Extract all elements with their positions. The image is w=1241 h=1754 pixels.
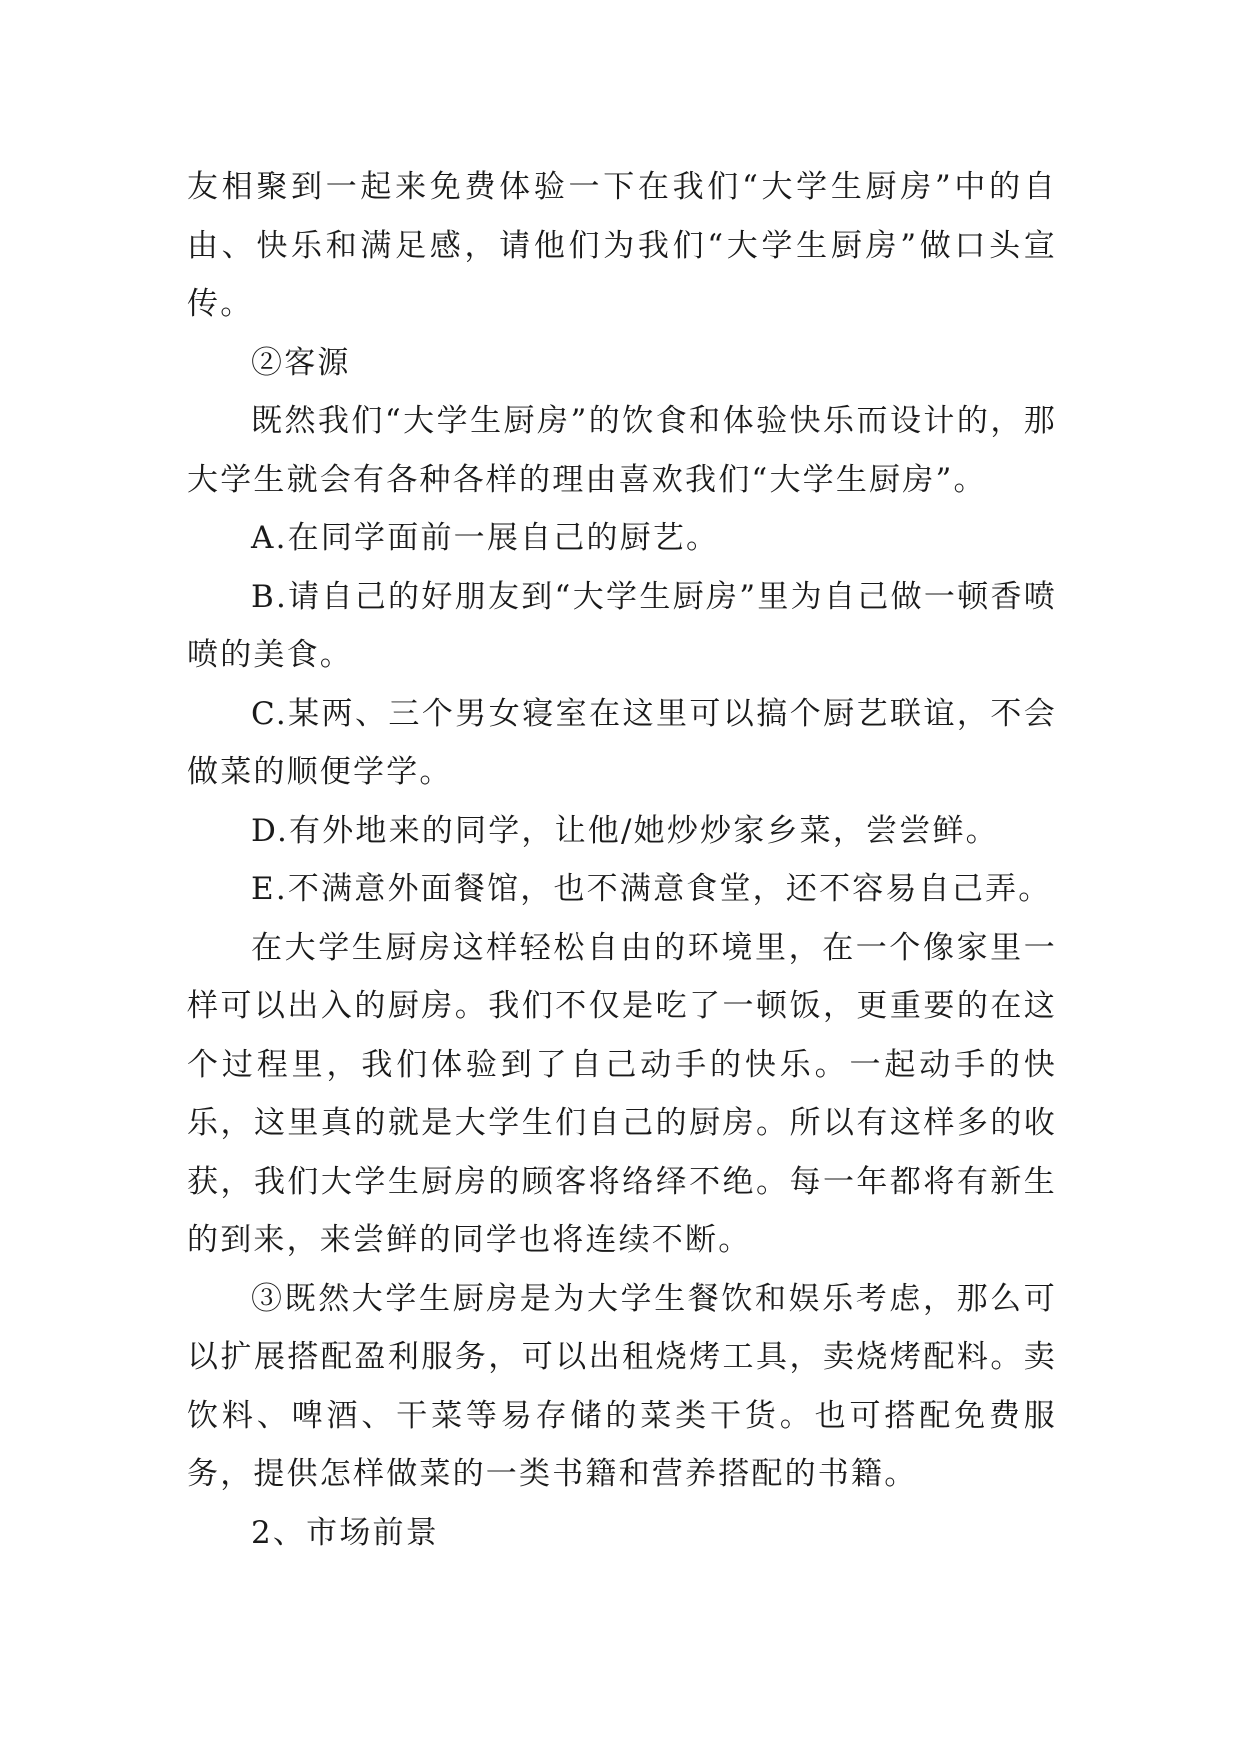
list-item-c: C.某两、三个男女寝室在这里可以搞个厨艺联谊，不会做菜的顺便学学。 [187,695,1057,790]
paragraph-continuation: 友相聚到一起来免费体验一下在我们“大学生厨房”中的自由、快乐和满足感，请他们为我们“大学生厨房”做口头宣传。 [187,169,1057,322]
list-item-e: E.不满意外面餐馆，也不满意食堂，还不容易自己弄。 [251,871,1052,907]
list-item-d: D.有外地来的同学，让他/她炒炒家乡菜，尝尝鲜。 [251,812,999,849]
list-item-b: B.请自己的好朋友到“大学生厨房”里为自己做一顿香喷喷的美食。 [187,578,1057,673]
document-body [187,158,1057,1562]
paragraph-reasons-intro: 既然我们“大学生厨房”的饮食和体验快乐而设计的，那大学生就会有各种各样的理由喜欢我们“大学生厨房”。 [187,403,1057,498]
paragraph-extended-services: ③既然大学生厨房是为大学生餐饮和娱乐考虑，那么可以扩展搭配盈利服务，可以出租烧烤工具，卖烧烤配料。卖饮料、啤酒、干菜等易存储的菜类干货。也可搭配免费服务，提供怎样做菜的一类书籍和营养搭配的书籍。 [187,1280,1057,1492]
paragraph-environment: 在大学生厨房这样轻松自由的环境里，在一个像家里一样可以出入的厨房。我们不仅是吃了一顿饭，更重要的在这个过程里，我们体验到了自己动手的快乐。一起动手的快乐，这里真的就是大学生们自己的厨房。所以有这样多的收获，我们大学生厨房的顾客将络绎不绝。每一年都将有新生的到来，来尝鲜的同学也将连续不断。 [187,929,1057,1258]
list-item-a: A.在同学面前一展自己的厨艺。 [251,520,720,556]
paragraph-heading-customer-source: ②客源 [251,344,351,381]
section-heading-market-outlook: 2、市场前景 [251,1514,439,1551]
